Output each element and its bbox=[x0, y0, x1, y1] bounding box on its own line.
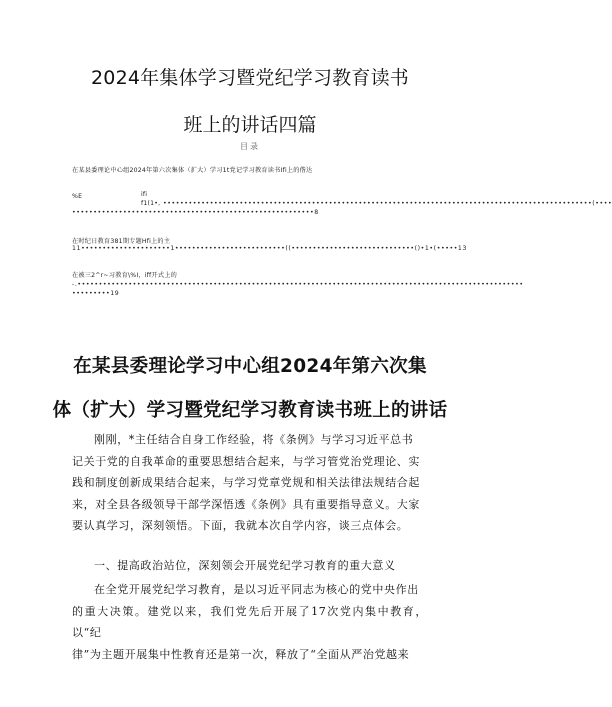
toc-entry-2-page: 11•••••••••••••••••••••1••••••••••••••••••••••••••((•••••••••••••••••••••••••••••()•1•(•••••13 bbox=[72, 245, 468, 252]
toc-entry-1-lead: f1(1•, bbox=[141, 200, 161, 207]
toc-entry-1-fragment: ifi bbox=[141, 191, 148, 198]
toc-entry-2-title[interactable]: 在时纪日教育381期专题Hfi上的主 bbox=[72, 238, 171, 245]
paragraph-line: 的重大决策。建党以来，我们党先后开展了17次党内集中教育，以“纪 bbox=[72, 604, 427, 640]
paragraph-line: 要认真学习，深刻领悟。下面，我就本次自学内容，谈三点体会。 bbox=[72, 519, 409, 533]
toc-entry-1-page: •••••••••••••••••••••••••••••••••••••••••••••••••••••••••8 bbox=[72, 209, 319, 216]
toc-entry-3-leader-dots: -.••••••••••••••••••••••••••••••••••••••••••••••••••••••••••••••••••••••••••••••••••••••••••••••••••••••••• bbox=[72, 281, 524, 288]
paragraph-line: 来，对全县各级领导干部学深悟透《条例》具有重要指导意义。大家 bbox=[72, 497, 420, 511]
article-heading-line2: 体（扩大）学习暨党纪学习教育读书班上的讲话 bbox=[52, 400, 448, 421]
paragraph-line: 践和制度创新成果结合起来，与学习党章党规和相关法律法规结合起 bbox=[72, 476, 420, 490]
toc-heading: 目录 bbox=[240, 142, 260, 151]
toc-entry-3-title[interactable]: 在被三2^r~习教育\%I，iff开式上的 bbox=[72, 272, 177, 279]
document-title-line2: 班上的讲话四篇 bbox=[183, 114, 317, 136]
paragraph-line: 刚刚，*主任结合自身工作经验，将《条例》与学习习近平总书 bbox=[94, 433, 414, 446]
document-title-line1: 2024年集体学习暨党纪学习教育读书 bbox=[91, 67, 409, 89]
article-paragraph-2 bbox=[72, 579, 427, 665]
toc-entry-1-leader-dots: •••••••••••••••••••••••••••••••••••••••••••••••••••••••••••••••••••••••••••••••••••••••••••••••••••••(•••• bbox=[163, 200, 612, 207]
article-heading-line1: 在某县委理论学习中心组2024年第六次集 bbox=[73, 356, 427, 377]
paragraph-line: 记关于党的自我革命的重要思想结合起来，与学习管党治党理论、实 bbox=[72, 454, 420, 468]
toc-entry-1-marker: %E bbox=[72, 193, 83, 200]
toc-entry-1-title[interactable]: 在某县委理论中心组2024年第六次集体（扩大）学习1t党记学习教育读书Ifi上的偕达 bbox=[72, 167, 313, 174]
section-1-heading: 一、提高政治站位，深刻领会开展党纪学习教育的重大意义 bbox=[94, 559, 396, 572]
paragraph-line: 在全党开展党纪学习教育，是以习近平同志为核心的党中央作出 bbox=[94, 583, 419, 596]
article-paragraph-1 bbox=[72, 429, 427, 537]
toc-entry-3-page: •••••••••19 bbox=[72, 290, 120, 297]
paragraph-line: 律”为主题开展集中性教育还是第一次，释放了“全面从严治党越来 bbox=[72, 647, 410, 661]
